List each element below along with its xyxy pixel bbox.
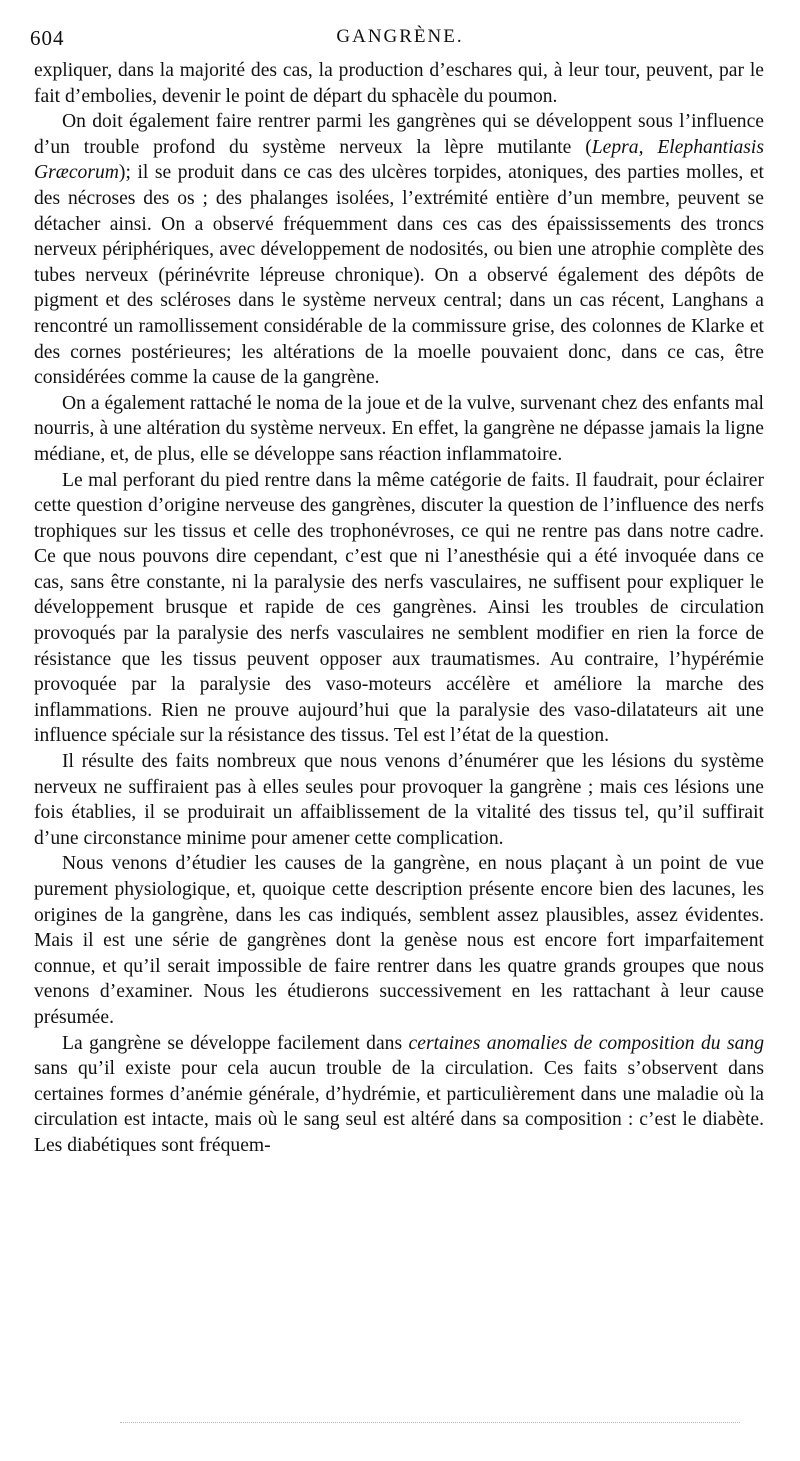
text-segment: On a également rattaché le noma de la joue et de la vulve, survenant chez des enfants mal nourris, à une altération du système nerveux. En effet, la gangrène ne dépasse jamais la ligne médiane, et, de plus, elle se développe sans réaction inflammatoire. [34,392,764,465]
text-segment: Nous venons d’étudier les causes de la gangrène, en nous plaçant à un point de vue purement physiologique, et, quoique cette description présente encore bien des lacunes, les origines de la gangrène, dans les cas indiqués, semblent assez plausibles, assez évidentes. Mais il est une série de gangrènes dont la genèse nous est encore fort imparfaitement connue, et qu’il serait impossible de faire rentrer dans les quatre grands groupes que nous venons d’examiner. Nous les étudierons successivement en les rattachant à leur cause présumée. [34,853,764,1028]
italic-segment: Lepra, Elephantiasis Græcorum [34,136,765,184]
text-segment: ); il se produit dans ce cas des ulcères torpides, atoniques, des parties molles, et des nécroses des os ; des phalanges isolées, l’extrémité entière d’un membre, peuvent se détacher ainsi. On a observé fréquemment dans ces cas des épaississements des troncs nerveux périphériques, avec développement de nodosités, ou bien une atrophie complète des tubes nerveux (périnévrite lépreuse chronique). On a observé également des dépôts de pigment et des scléroses dans le système nerveux central; dans un cas récent, Langhans a rencontré un ramollissement considérable de la commissure grise, des colonnes de Klarke et des cornes postérieures; les altérations de la moelle pouvaient donc, dans ce cas, être considérées comme la cause de la gangrène. [34,162,764,389]
running-title: GANGRÈNE. [336,26,464,47]
body-text [34,58,764,1159]
italic-segment: certaines anomalies de composition du sang [408,1032,764,1054]
text-segment: On doit également faire rentrer parmi les gangrènes qui se développent sous l’influence d’un trouble profond du système nerveux la lèpre mutilante ( [34,111,764,158]
text-segment: Le mal perforant du pied rentre dans la même catégorie de faits. Il faudrait, pour éclairer cette question d’origine nerveuse des gangrènes, discuter la question de l’influence des nerfs trophiques sur les tissus et celle des trophonévroses, ce qui ne rentre pas dans notre cadre. Ce que nous pouvons dire cependant, c’est que ni l’anesthésie qui a été invoquée dans ce cas, sans être constante, ni la paralysie des nerfs vasculaires, ne suffisent pour expliquer le développement brusque et rapide de ces gangrènes. Ainsi les troubles de circulation provoqués par la paralysie des nerfs vasculaires ne semblent modifier en rien la force de résistance que les tissus peuvent opposer aux traumatismes. Au contraire, l’hypérémie provoquée par la paralysie des vaso-moteurs accélère et améliore la marche des inflammations. Rien ne prouve aujourd’hui que la paralysie des vaso-dilatateurs ait une influence spéciale sur la résistance des tissus. Tel est l’état de la question. [34,469,764,747]
page-number: 604 [30,26,65,50]
text-segment: sans qu’il existe pour cela aucun trouble de la circulation. Ces faits s’observent dans certaines formes d’anémie générale, d’hydrémie, et particulièrement dans une maladie où la circulation est intacte, mais où le sang seul est altéré dans sa composition : c’est le diabète. Les diabétiques sont fréquem- [34,1058,764,1156]
paragraph-p7 [34,1031,764,1159]
paragraph-p4 [34,468,764,750]
paragraph-p6 [34,851,764,1030]
page-header [30,26,770,56]
paragraph-p3 [34,391,764,468]
text-segment: expliquer, dans la majorité des cas, la production d’eschares qui, à leur tour, peuvent, par le fait d’embolies, devenir le point de départ du sphacèle du poumon. [34,60,764,107]
text-segment: Il résulte des faits nombreux que nous venons d’énumérer que les lésions du système nerveux ne suffiraient pas à elles seules pour provoquer la gangrène ; mais ces lésions une fois établies, il se produirait un affaiblissement de la vitalité des tissus tel, qu’il suffirait d’une circonstance minime pour amener cette complication. [34,751,764,849]
bleed-through-line [120,1422,740,1423]
paragraph-p1 [34,58,764,109]
paragraph-p2 [34,109,764,391]
text-segment: La gangrène se développe facilement dans [62,1032,409,1054]
paragraph-p5 [34,749,764,851]
